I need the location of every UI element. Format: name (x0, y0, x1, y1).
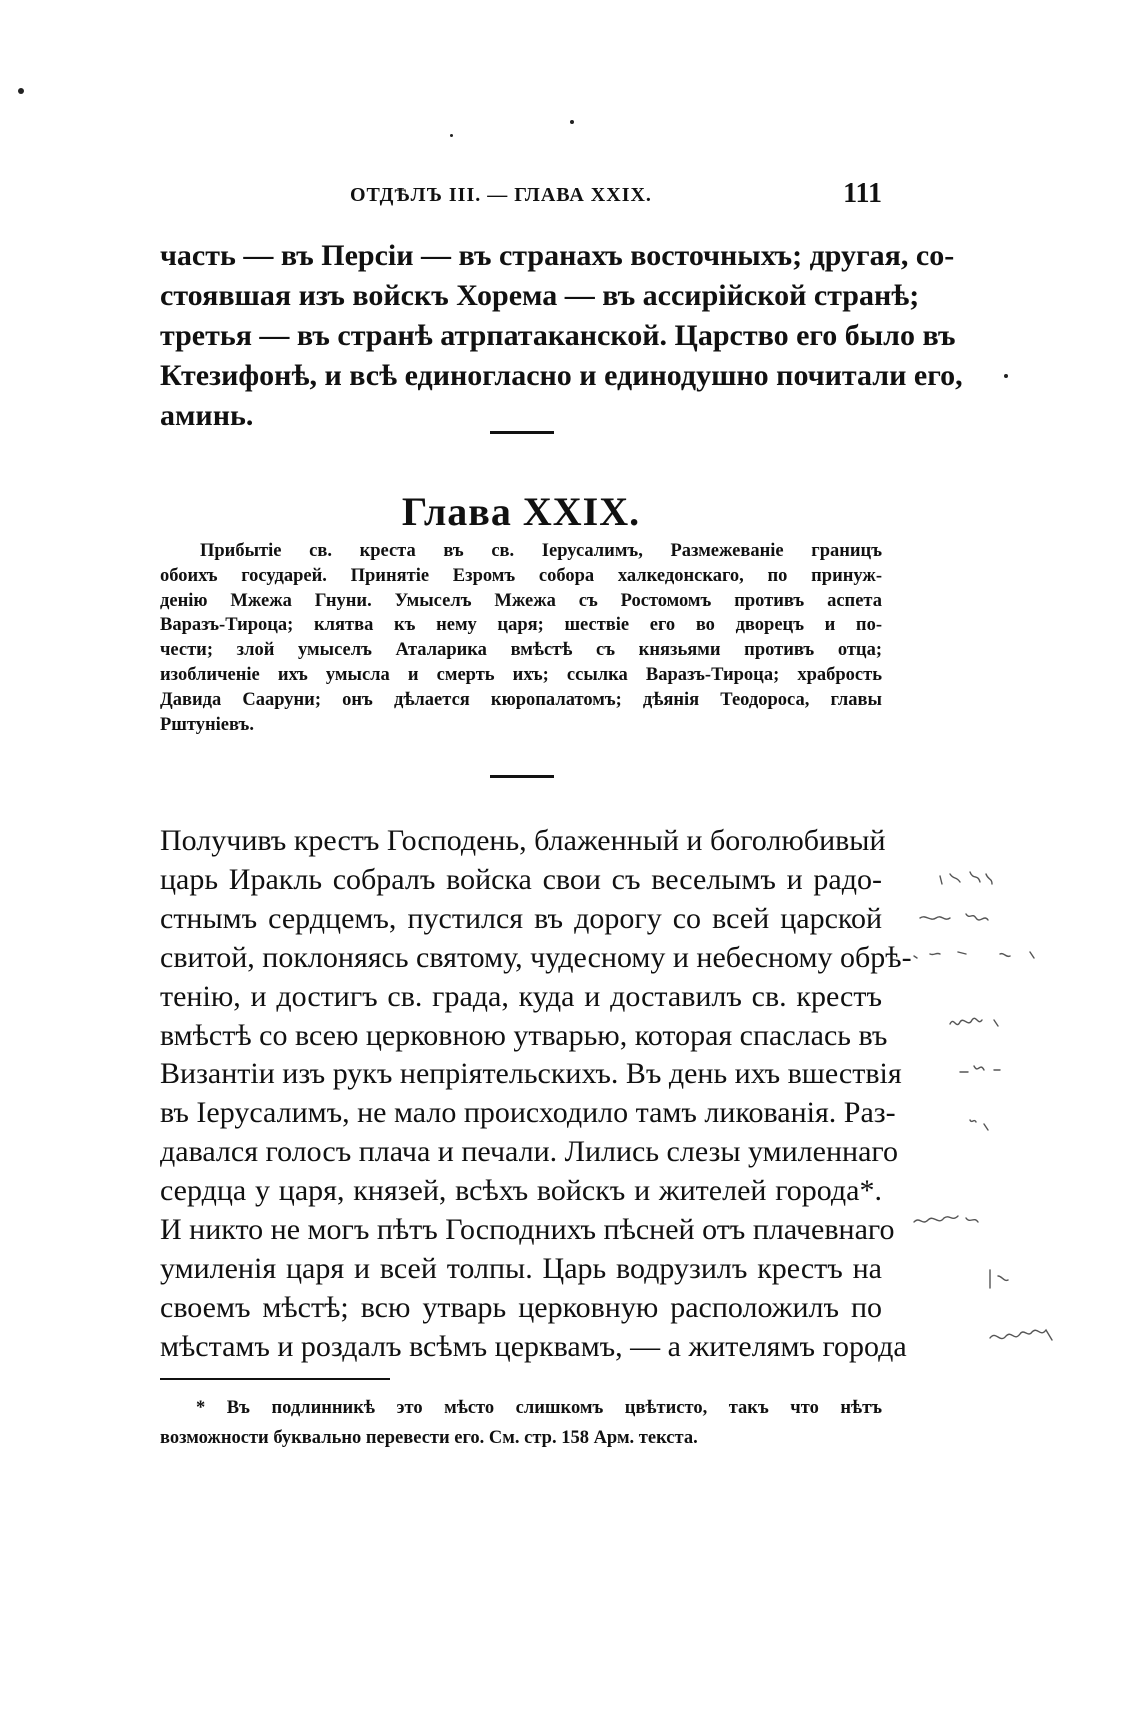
body-line: сердца у царя, князей, всѣхъ войскъ и жителей города*. (160, 1174, 882, 1208)
body-line: тенію, и достигъ св. града, куда и доставилъ св. крестъ (160, 979, 882, 1013)
footnote-line: возможности буквально перевести его. См. стр. 158 Арм. текста. (160, 1428, 698, 1448)
carryover-line: аминь. (160, 399, 254, 432)
body-line: своемъ мѣстѣ; всю утварь церковную расположилъ по (160, 1290, 882, 1324)
chapter-title: Глава XXIX. (401, 489, 641, 534)
body-line: давался голосъ плача и печали. Лились слезы умиленнаго (160, 1135, 898, 1169)
summary-line: Прибытіе св. креста въ св. Іерусалимъ, Размежеваніе границъ (200, 541, 882, 561)
footnote (160, 1393, 882, 1453)
body-line: стнымъ сердцемъ, пустился въ дорогу со всей царской (160, 901, 882, 935)
summary-divider-rule (490, 775, 554, 778)
running-head (160, 178, 882, 218)
body-line: свитой, поклоняясь святому, чудесному и небесному обрѣ- (160, 940, 912, 974)
section-divider-rule (490, 431, 554, 434)
summary-line: Давида Сааруни; онъ дѣлается кюропалатомъ; дѣянія Теодороса, главы (160, 689, 882, 710)
page-number: 111 (843, 178, 882, 209)
summary-line: денію Мжежа Гнуни. Умыселъ Мжежа съ Ростомомъ противъ аспета (160, 590, 882, 611)
scan-speck (450, 134, 453, 137)
carryover-paragraph (160, 236, 963, 436)
body-line: Получивъ крестъ Господень, блаженный и боголюбивый (160, 824, 886, 857)
carryover-line: стоявшая изъ войскъ Хорема — въ ассирійской странѣ; (160, 279, 920, 312)
body-line: царь Иракль собралъ войска свои съ веселымъ и радо- (160, 862, 882, 896)
summary-line: чести; злой умыселъ Аталарика вмѣстѣ съ князьями противъ отца; (160, 640, 882, 661)
body-line: мѣстамъ и роздалъ всѣмъ церквамъ, — а жителямъ города (160, 1329, 907, 1363)
body-line: вмѣстѣ со всею церковною утварью, которая спаслась въ (160, 1018, 888, 1052)
footnote-line: * Въ подлинникѣ это мѣсто слишкомъ цвѣтисто, такъ что нѣтъ (196, 1398, 882, 1418)
body-line: Византіи изъ рукъ непріятельскихъ. Въ день ихъ вшествія (160, 1057, 902, 1091)
scan-speck (18, 88, 24, 94)
running-title: ОТДѢЛЪ III. — ГЛАВА XXIX. (350, 184, 652, 206)
carryover-line: третья — въ странѣ атрпатаканской. Царство его было въ (160, 319, 956, 352)
summary-line: Варазъ-Тироца; клятва къ нему царя; шествіе его во дворецъ и по- (160, 615, 882, 636)
body-line: умиленія царя и всей толпы. Царь водрузилъ крестъ на (160, 1251, 882, 1285)
footnote-rule (160, 1378, 390, 1380)
body-line: въ Іерусалимъ, не мало происходило тамъ ликованія. Раз- (160, 1096, 896, 1130)
pencil-marginalia (910, 860, 1090, 1360)
carryover-line: Ктезифонѣ, и всѣ единогласно и единодушно почитали его, (160, 359, 963, 392)
chapter-summary (160, 539, 882, 737)
summary-line: Рштуніевъ. (160, 714, 254, 735)
summary-line: изобличеніе ихъ умысла и смерть ихъ; ссылка Варазъ-Тироца; храбрость (160, 664, 882, 685)
summary-line: обоихъ государей. Принятіе Езромъ собора халкедонскаго, по принуж- (160, 565, 882, 586)
body-line: И никто не могъ пѣтъ Господнихъ пѣсней отъ плачевнаго (160, 1213, 895, 1247)
scan-speck (570, 120, 574, 124)
body-paragraph (160, 822, 912, 1367)
scan-speck (1004, 374, 1008, 378)
carryover-line: часть — въ Персіи — въ странахъ восточныхъ; другая, со- (160, 239, 955, 272)
